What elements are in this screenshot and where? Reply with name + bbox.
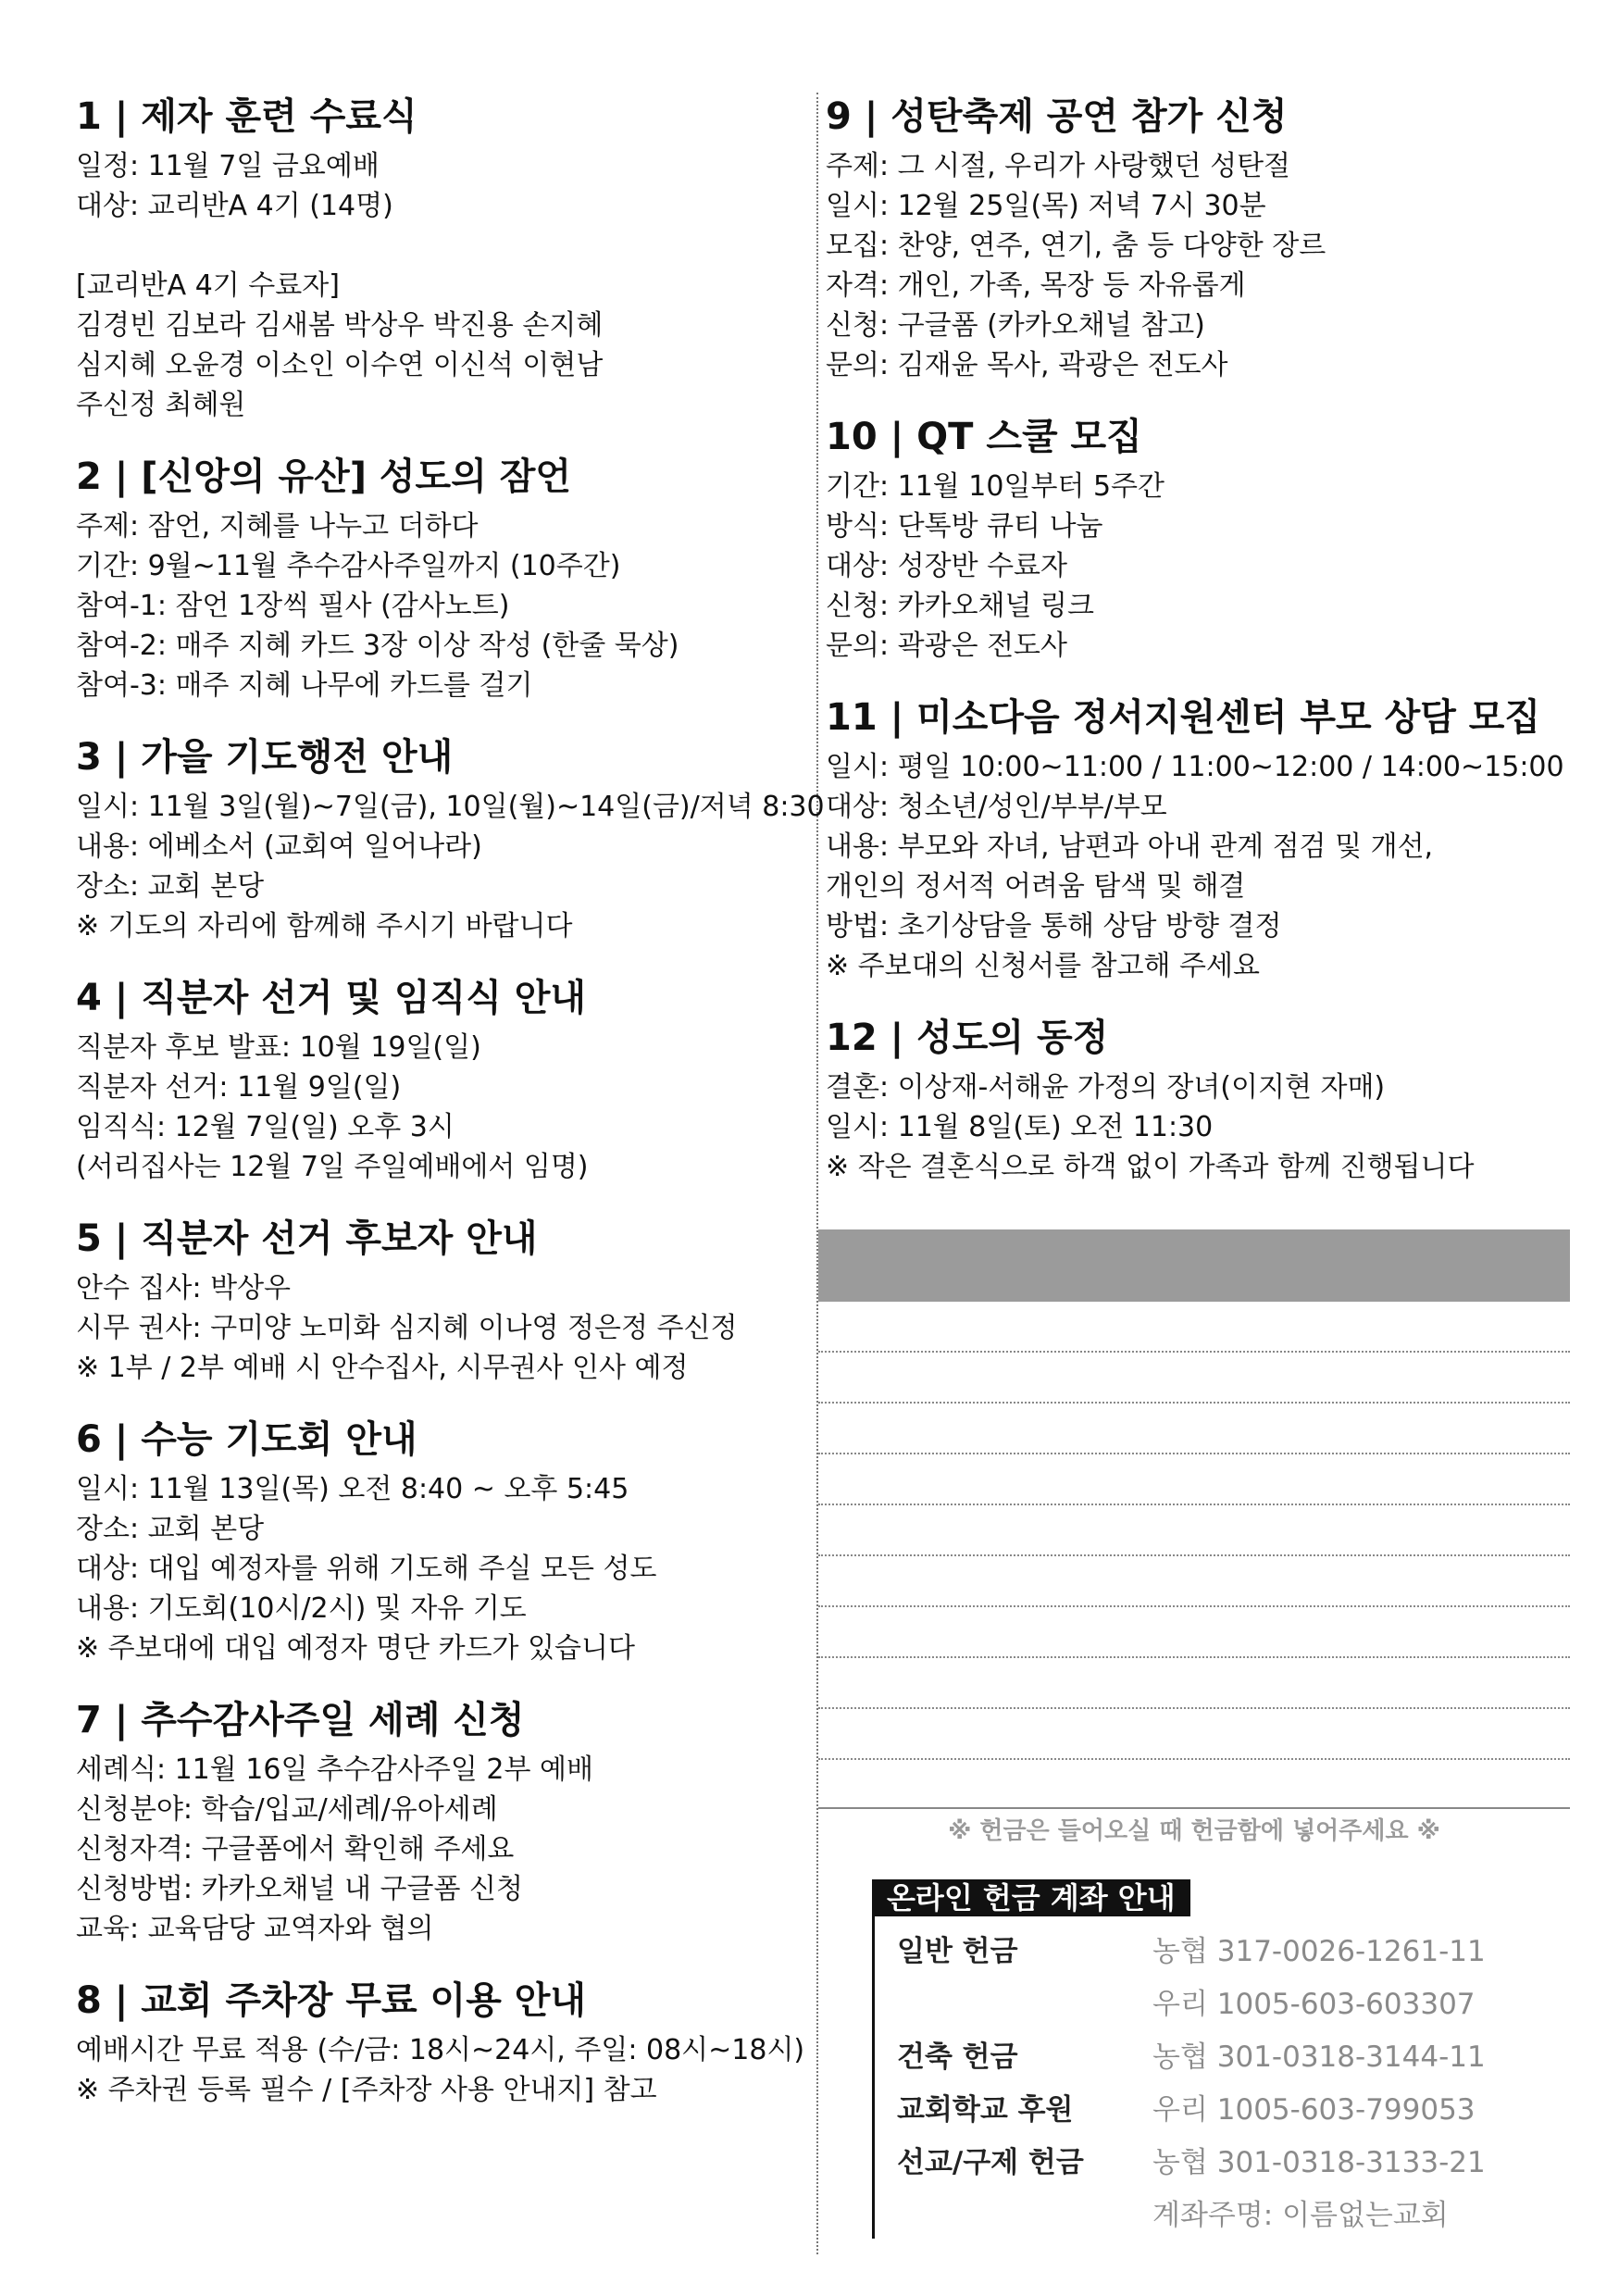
memo-line (818, 1404, 1570, 1454)
section-line: 예배시간 무료 적용 (수/금: 18시~24시, 주일: 08시~18시) (76, 2034, 805, 2066)
section-line: 신청: 카카오채널 링크 (826, 590, 1094, 622)
section-title-text: 추수감사주일 세례 신청 (141, 1699, 525, 1741)
section-line: [교리반A 4기 수료자] (76, 269, 340, 302)
memo-lines (818, 1302, 1570, 1760)
section-line: 직분자 후보 발표: 10월 19일(일) (76, 1031, 481, 1064)
account-label: 건축 헌금 (897, 2040, 1018, 2074)
section-number: 4 | (76, 977, 142, 1019)
section-number: 8 | (76, 1979, 142, 2022)
section-number: 10 | (826, 416, 917, 458)
section-line: 일시: 11월 13일(목) 오전 8:40 ~ 오후 5:45 (76, 1473, 629, 1505)
section-title (76, 974, 807, 1022)
online-offering-title: 온라인 헌금 계좌 안내 (872, 1879, 1190, 1916)
section-line: 주제: 잠언, 지혜를 나누고 더하다 (76, 510, 479, 543)
notice-section (76, 93, 807, 425)
section-line: ※ 기도의 자리에 함께해 주시기 바랍니다 (76, 910, 573, 942)
section-line: 문의: 김재윤 목사, 곽광은 전도사 (826, 349, 1228, 381)
section-line: 방식: 단톡방 큐티 나눔 (826, 510, 1103, 543)
section-line: 참여-2: 매주 지혜 카드 3장 이상 작성 (한줄 묵상) (76, 630, 679, 662)
memo-line (818, 1454, 1570, 1505)
notice-section (826, 1014, 1566, 1187)
section-line: 신청자격: 구글폼에서 확인해 주세요 (76, 1833, 515, 1866)
notice-section (826, 93, 1566, 385)
section-line: 내용: 부모와 자녀, 남편과 아내 관계 점검 및 개선, (826, 830, 1434, 863)
section-number: 5 | (76, 1217, 142, 1260)
notice-section (76, 453, 807, 705)
section-line: 방법: 초기상담을 통해 상담 방향 결정 (826, 910, 1282, 942)
memo-line (818, 1302, 1570, 1353)
notice-section (76, 1416, 807, 1668)
notice-section (76, 733, 825, 946)
section-title (76, 1416, 807, 1464)
account-number: 농협 317-0026-1261-11 (1152, 1935, 1486, 1968)
memo-bottom-rule (818, 1807, 1570, 1809)
section-line: 기간: 9월~11월 추수감사주일까지 (10주간) (76, 550, 621, 582)
section-line: 일시: 11월 3일(월)~7일(금), 10일(월)~14일(금)/저녁 8:30 (76, 791, 825, 823)
memo-line (818, 1505, 1570, 1556)
account-number: 농협 301-0318-3144-11 (1152, 2040, 1486, 2074)
memo-line (818, 1658, 1570, 1709)
section-title (76, 1977, 807, 2025)
section-line: 참여-3: 매주 지혜 나무에 카드를 걸기 (76, 669, 533, 702)
notice-section (76, 1696, 807, 1949)
section-number: 3 | (76, 736, 142, 779)
section-line: 주신정 최혜원 (76, 389, 246, 421)
section-title (826, 693, 1566, 742)
memo-line (818, 1607, 1570, 1658)
section-line: 모집: 찬양, 연주, 연기, 춤 등 다양한 장르 (826, 230, 1326, 262)
section-title (826, 1014, 1566, 1062)
account-number: 농협 301-0318-3133-21 (1152, 2146, 1486, 2179)
notice-section (826, 693, 1566, 986)
section-title-text: 성도의 동정 (916, 1017, 1109, 1059)
account-row (875, 2080, 1538, 2133)
section-number: 1 | (76, 95, 142, 138)
section-number: 6 | (76, 1418, 142, 1461)
section-number: 11 | (826, 696, 917, 739)
section-line: (서리집사는 12월 7일 주일예배에서 임명) (76, 1151, 589, 1183)
section-line: 교육: 교육담당 교역자와 협의 (76, 1913, 434, 1945)
section-title-text: 수능 기도회 안내 (141, 1418, 417, 1461)
section-line: 장소: 교회 본당 (76, 1513, 265, 1545)
account-label: 교회학교 후원 (897, 2093, 1074, 2127)
section-title-text: 직분자 선거 및 임직식 안내 (141, 977, 587, 1019)
gray-banner (818, 1229, 1570, 1302)
section-title (76, 733, 807, 781)
section-title (826, 93, 1566, 141)
section-line: 심지혜 오윤경 이소인 이수연 이신석 이현남 (76, 349, 604, 381)
section-title-text: 성탄축제 공연 참가 신청 (890, 95, 1288, 138)
account-number: 우리 1005-603-799053 (1152, 2093, 1476, 2127)
section-line: 일시: 12월 25일(목) 저녁 7시 30분 (826, 190, 1266, 222)
section-title (76, 93, 807, 141)
section-title-text: 직분자 선거 후보자 안내 (141, 1217, 538, 1260)
section-line: 안수 집사: 박상우 (76, 1272, 292, 1304)
notice-section (76, 1977, 807, 2110)
left-column (76, 93, 825, 2138)
section-line: 내용: 기도회(10시/2시) 및 자유 기도 (76, 1592, 527, 1625)
section-line: ※ 주차권 등록 필수 / [주차장 사용 안내지] 참고 (76, 2074, 657, 2106)
section-line: 일정: 11월 7일 금요예배 (76, 150, 380, 182)
notice-section (76, 1215, 807, 1388)
section-line: ※ 작은 결혼식으로 하객 없이 가족과 함께 진행됩니다 (826, 1151, 1475, 1183)
section-title-text: 가을 기도행전 안내 (141, 736, 454, 779)
section-line: 일시: 11월 8일(토) 오전 11:30 (826, 1111, 1214, 1143)
section-line: 신청분야: 학습/입교/세례/유아세례 (76, 1793, 498, 1826)
section-line: 직분자 선거: 11월 9일(일) (76, 1071, 402, 1104)
section-number: 12 | (826, 1017, 917, 1059)
section-line: ※ 1부 / 2부 예배 시 안수집사, 시무권사 인사 예정 (76, 1352, 689, 1384)
section-title (826, 413, 1566, 461)
section-line: 결혼: 이상재-서해윤 가정의 장녀(이지현 자매) (826, 1071, 1386, 1104)
offering-note: ※ 헌금은 들어오실 때 헌금함에 넣어주세요 ※ (948, 1817, 1440, 1845)
account-row (875, 2028, 1538, 2080)
section-title-text: 교회 주차장 무료 이용 안내 (141, 1979, 587, 2022)
section-line: 장소: 교회 본당 (76, 870, 265, 903)
section-title (76, 1215, 807, 1263)
section-line: 시무 권사: 구미양 노미화 심지혜 이나영 정은정 주신정 (76, 1312, 738, 1344)
section-title-text: [신앙의 유산] 성도의 잠언 (141, 455, 572, 498)
account-number: 계좌주명: 이름없는교회 (1152, 2199, 1449, 2232)
section-line: 신청: 구글폼 (카카오채널 참고) (826, 309, 1205, 342)
section-line: ※ 주보대에 대입 예정자 명단 카드가 있습니다 (76, 1632, 635, 1665)
account-label: 일반 헌금 (897, 1935, 1018, 1968)
section-number: 9 | (826, 95, 891, 138)
section-line: 기간: 11월 10일부터 5주간 (826, 470, 1164, 503)
section-title-text: QT 스쿨 모집 (916, 416, 1142, 458)
section-line: 대상: 대입 예정자를 위해 기도해 주실 모든 성도 (76, 1553, 657, 1585)
section-line: 개인의 정서적 어려움 탐색 및 해결 (826, 870, 1246, 903)
memo-line (818, 1556, 1570, 1607)
account-label: 선교/구제 헌금 (897, 2146, 1084, 2179)
section-line: 문의: 곽광은 전도사 (826, 630, 1068, 662)
column-divider (816, 93, 818, 2254)
online-offering-box (872, 1879, 1538, 2239)
section-number: 7 | (76, 1699, 142, 1741)
account-row (875, 2133, 1538, 2186)
section-line: 세례식: 11월 16일 추수감사주일 2부 예배 (76, 1753, 593, 1786)
notice-section (826, 413, 1566, 666)
memo-line (818, 1709, 1570, 1760)
section-title (76, 453, 807, 501)
section-title-text: 제자 훈련 수료식 (141, 95, 417, 138)
section-line: 일시: 평일 10:00~11:00 / 11:00~12:00 / 14:00~15:00 (826, 751, 1564, 783)
section-line: 대상: 성장반 수료자 (826, 550, 1068, 582)
memo-line (818, 1353, 1570, 1404)
right-column (826, 93, 1566, 1215)
section-line: ※ 주보대의 신청서를 참고해 주세요 (826, 950, 1261, 982)
section-title-text: 미소다음 정서지원센터 부모 상담 모집 (916, 696, 1541, 739)
section-number: 2 | (76, 455, 142, 498)
section-line: 내용: 에베소서 (교회여 일어나라) (76, 830, 482, 863)
account-list (872, 1916, 1538, 2239)
section-line: 신청방법: 카카오채널 내 구글폼 신청 (76, 1873, 523, 1905)
section-title (76, 1696, 807, 1744)
account-number: 우리 1005-603-603307 (1152, 1988, 1476, 2021)
section-line: 임직식: 12월 7일(일) 오후 3시 (76, 1111, 455, 1143)
section-line: 대상: 교리반A 4기 (14명) (76, 190, 393, 222)
blank-line (76, 226, 807, 266)
account-row (875, 1975, 1538, 2028)
section-line: 김경빈 김보라 김새봄 박상우 박진용 손지혜 (76, 309, 604, 342)
section-line: 주제: 그 시절, 우리가 사랑했던 성탄절 (826, 150, 1291, 182)
section-line: 참여-1: 잠언 1장씩 필사 (감사노트) (76, 590, 510, 622)
section-line: 대상: 청소년/성인/부부/부모 (826, 791, 1167, 823)
account-row (875, 2186, 1538, 2239)
section-line: 자격: 개인, 가족, 목장 등 자유롭게 (826, 269, 1246, 302)
account-row (875, 1922, 1538, 1975)
notice-section (76, 974, 807, 1187)
